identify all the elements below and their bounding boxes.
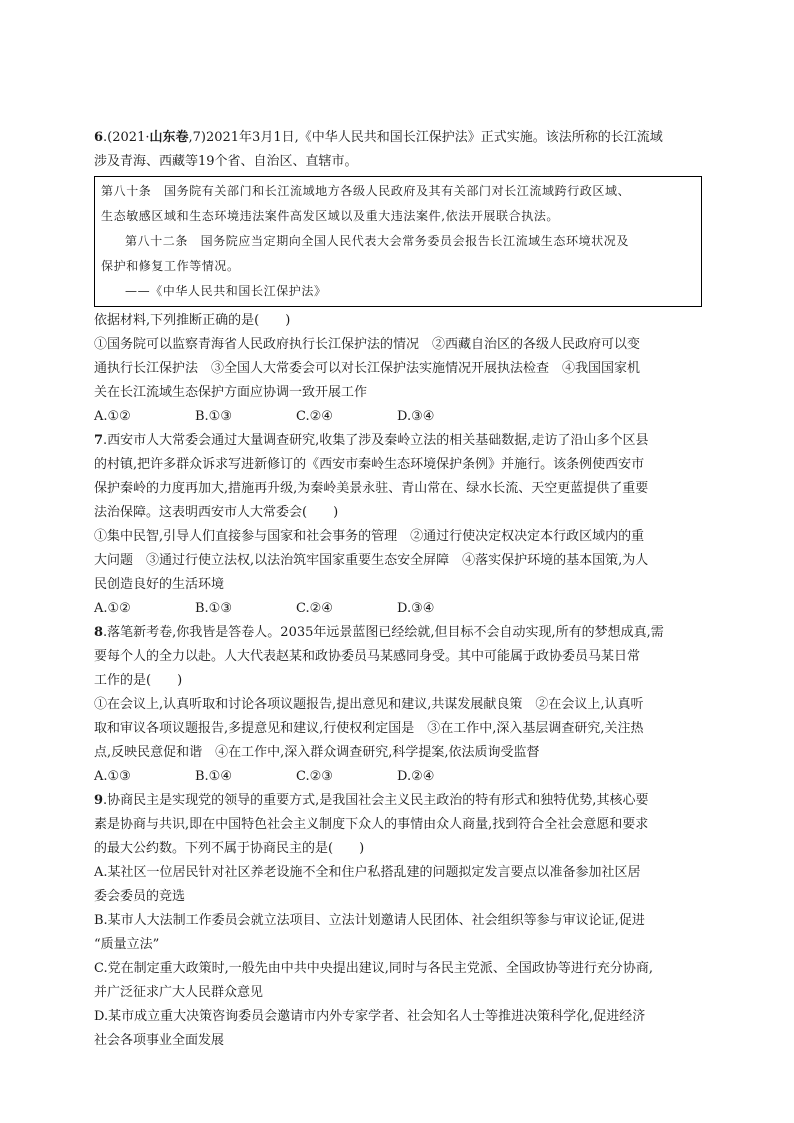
q8-option-a[interactable]: A.①③ xyxy=(94,769,131,784)
q6-stem-line-1 xyxy=(94,126,702,150)
question-8 xyxy=(94,621,702,789)
q6-quote-citation: ——《中华人民共和国长江保护法》 xyxy=(125,284,327,298)
q9-option-c-line-1: C.党在制定重大政策时,一般先由中共中央提出建议,同时与各民主党派、全国政协等进行充分协商, xyxy=(94,961,654,976)
q7-stem-line-3: 保护秦岭的力度再加大,措施再升级,为秦岭美景永驻、青山常在、绿水长流、天空更蓝提供了重要 xyxy=(94,481,649,496)
q8-number: 8 xyxy=(94,625,104,640)
q9-option-d[interactable] xyxy=(94,1005,702,1053)
q6-option-d[interactable]: D.③④ xyxy=(397,409,435,424)
q7-options xyxy=(94,597,702,621)
q9-option-a[interactable] xyxy=(94,861,702,909)
q6-items-line-3: 关在长江流域生态保护方面应协调一致开展工作 xyxy=(94,385,368,400)
q9-stem-line-1 xyxy=(94,789,702,813)
q6-ask: 依据材料,下列推断正确的是( ) xyxy=(94,313,291,328)
q9-option-d-line-1: D.某市成立重大决策咨询委员会邀请市内外专家学者、社会知名人士等推进决策科学化,促进经济 xyxy=(94,1009,646,1024)
q9-option-a-line-2: 委会委员的竞选 xyxy=(94,889,186,904)
q7-option-c[interactable]: C.②④ xyxy=(296,601,333,616)
q7-number: 7 xyxy=(94,433,104,448)
q6-quote-line-4: 保护和修复工作等情况。 xyxy=(101,259,240,273)
exam-page xyxy=(94,126,702,1053)
q8-stem-text: .落笔新考卷,你我皆是答卷人。2035年远景蓝图已经绘就,但目标不会自动实现,所有的梦想成真,需 xyxy=(103,625,664,640)
q6-stem-line-2: 涉及青海、西藏等19个省、自治区、直辖市。 xyxy=(94,154,358,169)
q8-option-c[interactable]: C.②③ xyxy=(296,769,333,784)
question-6 xyxy=(94,126,702,429)
q7-items-line-2: 大问题 ③通过行使立法权,以法治筑牢国家重要生态安全屏障 ④落实保护环境的基本国策,为人 xyxy=(94,553,649,568)
q6-items-line-2: 通执行长江保护法 ③全国人大常委会可以对长江保护法实施情况开展执法检查 ④我国国家机 xyxy=(94,361,641,376)
q8-stem-line-1 xyxy=(94,621,702,645)
q6-option-a[interactable]: A.①② xyxy=(94,409,131,424)
q9-option-c-line-2: 并广泛征求广大人民群众意见 xyxy=(94,985,264,1000)
question-7 xyxy=(94,429,702,621)
q6-source-name: 山东卷 xyxy=(149,130,189,145)
q8-items-line-2: 取和审议各项议题报告,多提意见和建议,行使权利定国是 ③在工作中,深入基层调查研究,关注热 xyxy=(94,721,644,736)
q9-option-b-line-2: “质量立法” xyxy=(94,937,160,952)
q9-option-b-line-1: B.某市人大法制工作委员会就立法项目、立法计划邀请人民团体、社会组织等参与审议论证,促进 xyxy=(94,913,645,928)
q9-stem-line-3: 的最大公约数。下列不属于协商民主的是( ) xyxy=(94,841,365,856)
q7-items-line-3: 民创造良好的生活环境 xyxy=(94,577,225,592)
q8-stem-line-2: 要每个人的全力以赴。人大代表赵某和政协委员马某感同身受。其中可能属于政协委员马某日常 xyxy=(94,649,641,664)
q6-quote-line-3: 第八十二条 国务院应当定期向全国人民代表大会常务委员会报告长江流域生态环境状况及 xyxy=(125,234,630,248)
q6-stem-text: ,7)2021年3月1日,《中华人民共和国长江保护法》正式实施。该法所称的长江流域 xyxy=(188,130,663,145)
q7-option-a[interactable]: A.①② xyxy=(94,601,131,616)
q7-option-b[interactable]: B.①③ xyxy=(195,601,232,616)
q6-material-box xyxy=(94,176,702,307)
q7-stem-line-1 xyxy=(94,429,702,453)
q9-stem-text: .协商民主是实现党的领导的重要方式,是我国社会主义民主政治的特有形式和独特优势,其核心要 xyxy=(103,793,649,808)
q6-option-b[interactable]: B.①③ xyxy=(195,409,232,424)
q6-source-prefix: .(2021· xyxy=(103,130,150,145)
q8-items-line-3: 点,反映民意促和谐 ④在工作中,深入群众调查研究,科学提案,依法质询受监督 xyxy=(94,745,540,760)
q6-quote-line-1: 第八十条 国务院有关部门和长江流域地方各级人民政府及其有关部门对长江流域跨行政区域、 xyxy=(101,184,631,198)
q7-stem-line-2: 的村镇,把许多群众诉求写进新修订的《西安市秦岭生态环境保护条例》并施行。该条例使西安市 xyxy=(94,457,645,472)
q9-option-b[interactable] xyxy=(94,909,702,957)
q6-number: 6 xyxy=(94,130,104,145)
q9-stem-line-2: 素是协商与共识,即在中国特色社会主义制度下众人的事情由众人商量,找到符合全社会意愿和要求 xyxy=(94,817,649,832)
q7-items-line-1: ①集中民智,引导人们直接参与国家和社会事务的管理 ②通过行使决定权决定本行政区域内的重 xyxy=(94,529,645,544)
q8-stem-line-3: 工作的是( ) xyxy=(94,673,183,688)
question-9 xyxy=(94,789,702,1053)
q7-stem-line-4: 法治保障。这表明西安市人大常委会( ) xyxy=(94,505,339,520)
q8-items-line-1: ①在会议上,认真听取和讨论各项议题报告,提出意见和建议,共谋发展献良策 ②在会议上,认真听 xyxy=(94,697,644,712)
q6-items-line-1: ①国务院可以监察青海省人民政府执行长江保护法的情况 ②西藏自治区的各级人民政府可以变 xyxy=(94,337,641,352)
q8-option-d[interactable]: D.②④ xyxy=(397,769,435,784)
q7-option-d[interactable]: D.③④ xyxy=(397,601,435,616)
q9-number: 9 xyxy=(94,793,104,808)
q8-options xyxy=(94,765,702,789)
q9-option-d-line-2: 社会各项事业全面发展 xyxy=(94,1033,225,1048)
q8-option-b[interactable]: B.①④ xyxy=(195,769,232,784)
q6-options xyxy=(94,405,702,429)
q9-option-c[interactable] xyxy=(94,957,702,1005)
q6-quote-line-2: 生态敏感区域和生态环境违法案件高发区域以及重大违法案件,依法开展联合执法。 xyxy=(101,209,560,223)
q6-option-c[interactable]: C.②④ xyxy=(296,409,333,424)
q9-option-a-line-1: A.某社区一位居民针对社区养老设施不全和住户私搭乱建的问题拟定发言要点以准备参加社区居 xyxy=(94,865,641,880)
q7-stem-text: .西安市人大常委会通过大量调查研究,收集了涉及秦岭立法的相关基础数据,走访了沿山多个区县 xyxy=(103,433,649,448)
